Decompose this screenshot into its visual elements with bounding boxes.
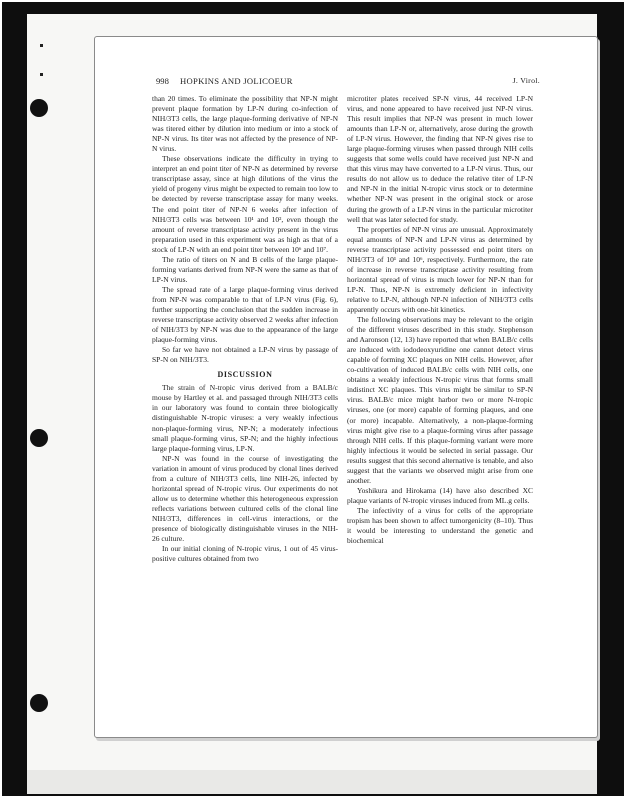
- sheet-bottom-edge: [27, 770, 597, 794]
- body-paragraph: The properties of NP-N virus are unusual. Approximately equal amounts of NP-N and LP-N virus as determined by reverse transcriptase activity possessed end point titers on NIH/3T3 of 10¹ and 10⁶, respectively. Furthermore, the rate of increase in reverse transcriptase activity resulting from horizontal spread of virus is much lower for NP-N than for LP-N. Thus, NP-N is extremely deficient in infectivity relative to LP-N, although NP-N infection of NIH/3T3 cells apparently occurs with one-hit kinetics.: [347, 224, 533, 314]
- body-paragraph: than 20 times. To eliminate the possibility that NP-N might prevent plaque formation by LP-N during co-infection of NIH/3T3 cells, the large plaque-forming derivative of NP-N was titered either by dilution into medium or into a stock of NP-N virus. Its titer was not affected by the presence of NP-N virus.: [152, 94, 338, 154]
- page-number: 998: [156, 76, 169, 86]
- body-paragraph: The spread rate of a large plaque-forming virus derived from NP-N was comparable to that of LP-N virus (Fig. 6), further supporting the conclusion that the sudden increase in reverse transcriptase activity observed 2 weeks after infection of NIH/3T3 by NP-N was due to the appearance of the large plaque-forming virus.: [152, 284, 338, 345]
- body-paragraph: So far we have not obtained a LP-N virus by passage of SP-N on NIH/3T3.: [152, 345, 338, 365]
- left-column: [152, 94, 338, 564]
- discussion-paragraph: NP-N was found in the course of investigating the variation in amount of virus produced by clonal lines derived from a culture of NIH/3T3 cells, line NIH-26, infected by horizontal spread of N-tropic virus. Our experiments do not allow us to determine whether this heterogeneous expression reflects variations between cultured cells of the clonal line NIH/3T3, differences in cell-virus interactions, or the presence of biologically distinguishable viruses in the NIH-26 culture.: [152, 453, 338, 544]
- speck-mark: [40, 73, 43, 76]
- body-paragraph: The infectivity of a virus for cells of the appropriate tropism has been shown to affect tumorgenicity (8–10). Thus it would be interesting to understand the genetic and biochemical: [347, 505, 533, 546]
- running-header: [156, 76, 540, 88]
- discussion-paragraph: The strain of N-tropic virus derived from a BALB/c mouse by Hartley et al. and passaged through NIH/3T3 cells in our laboratory was found to contain three biologically distinguishable N-tropic viruses: a very weakly infectious non-plaque-forming virus, NP-N; a moderately infectious small plaque-forming virus, SP-N; and the highly infectious large plaque-forming virus, LP-N.: [152, 383, 338, 453]
- header-authors: HOPKINS AND JOLICOEUR: [180, 76, 293, 86]
- punch-hole-icon: [30, 694, 48, 712]
- body-paragraph: The ratio of titers on N and B cells of the large plaque-forming variants derived from NP-N were the same as that of LP-N virus.: [152, 254, 338, 284]
- body-paragraph: Yoshikura and Hirokama (14) have also described XC plaque variants of N-tropic viruses induced from ML.g cells.: [347, 485, 533, 505]
- body-paragraph: These observations indicate the difficulty in trying to interpret an end point titer of NP-N as determined by reverse transcriptase assay, since at high dilutions of the virus the yield of progeny virus might be expected to remain too low to be detected by reverse transcriptase assay for many weeks. The end point titer of NP-N 6 weeks after infection of NIH/3T3 cells was between 10¹ and 10², even though the amount of reverse transcriptase activity present in the virus preparation used in this experiment was as high as that of a stock of LP-N with an end point titer between 10⁶ and 10⁷.: [152, 154, 338, 254]
- punch-hole-icon: [30, 99, 48, 117]
- punch-hole-icon: [30, 429, 48, 447]
- discussion-paragraph: In our initial cloning of N-tropic virus, 1 out of 45 virus-positive cultures obtained from two: [152, 544, 338, 564]
- speck-mark: [40, 44, 43, 47]
- right-column: [347, 94, 533, 546]
- header-journal: J. Virol.: [512, 76, 540, 85]
- body-paragraph: The following observations may be relevant to the origin of the different viruses described in this study. Stephenson and Aaronson (12, 13) have reported that when BALB/c cells are induced with iododeoxyuridine one cannot detect virus capable of forming XC plaques on NIH cells. However, after co-cultivation of induced BALB/c cells with NIH cells, one obtains a weakly infectious N-tropic virus that forms small indistinct XC plaques. This virus might be similar to SP-N virus. BALB/c mice might harbor two or more N-tropic viruses, one (or more) capable of forming plaques, and one (or more) incapable. Alternatively, a non-plaque-forming virus might give rise to a plaque-forming virus after passage through NIH cells. If this plaque-forming variant were more highly infectious it would be selected in serial passage. Our results suggest that this second alternative is tenable, and also suggest that the variants we observed might arise from one another.: [347, 315, 533, 485]
- body-paragraph: microtiter plates received SP-N virus, 44 received LP-N virus, and none appeared to have received just NP-N virus. This result implies that NP-N was present in much lower amounts than LP-N or, alternatively, arose during the growth of LP-N virus. However, the finding that NP-N gives rise to large plaque-forming viruses when passed through NIH cells suggests that some wells could have received just NP-N and that this virus may have converted to a LP-N virus. Thus, our results do not allow us to deduce the relative titer of LP-N and NP-N in the initial N-tropic virus stock or to determine whether NP-N was present in the original stock or arose during the growth of a LP-N virus in the particular microtiter well that was later selected for study.: [347, 94, 533, 224]
- section-heading-discussion: DISCUSSION: [217, 370, 273, 380]
